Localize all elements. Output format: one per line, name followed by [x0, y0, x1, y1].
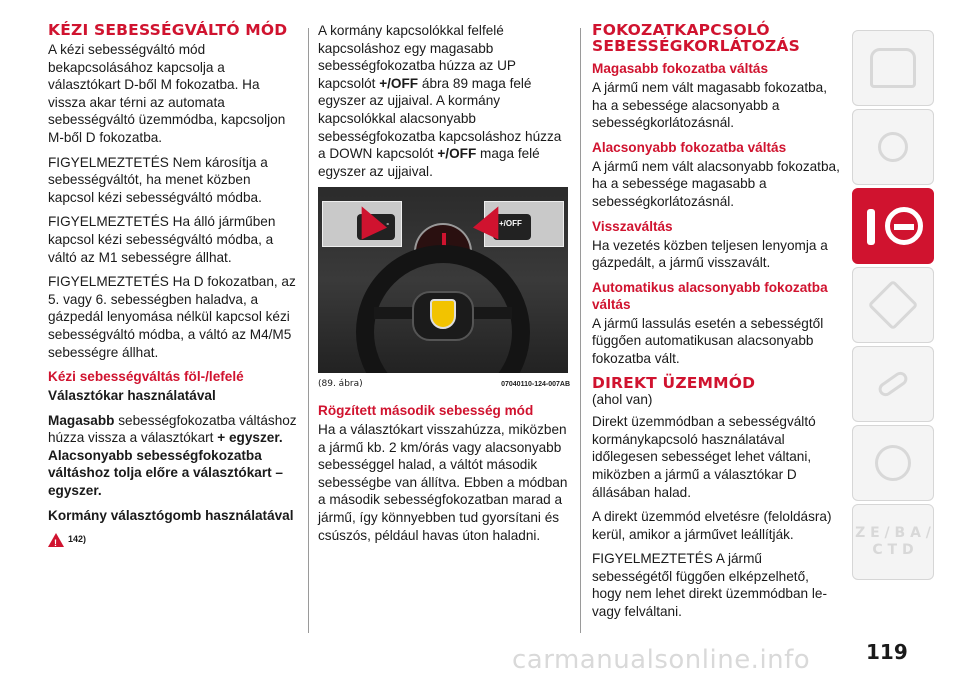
warning-paragraph: FIGYELMEZTETÉS Nem károsítja a sebességváltót, ha menet közben kapcsol kézi sebességváltó módba. — [48, 154, 268, 205]
maintenance-icon — [876, 369, 910, 399]
safety-icon — [868, 280, 919, 331]
switch-label: +/OFF — [379, 75, 419, 91]
warning-number: 142) — [68, 534, 87, 545]
tab-starting-driving[interactable] — [852, 188, 934, 264]
tab-multimedia[interactable] — [852, 425, 934, 501]
column-divider — [580, 28, 581, 633]
paddle-label: +/OFF — [499, 218, 522, 228]
figure-caption — [318, 376, 570, 394]
column-middle — [318, 22, 570, 551]
steering-wheel-icon — [885, 207, 923, 245]
column-right — [592, 22, 840, 628]
column-divider — [308, 28, 309, 633]
subheading: Alacsonyabb fokozatba váltás — [592, 139, 787, 155]
text: sebességfokozatba váltáshoz húzza vissza a választókart — [48, 412, 297, 446]
paragraph-steering-shift — [318, 22, 570, 180]
key-icon — [867, 209, 875, 245]
warning-triangle-icon — [48, 533, 64, 547]
paragraph: Direkt üzemmódban a sebességváltó kormánykapcsoló használatával időlegesen sebességet lehet váltani, miközben a jármű a választókar D állásában halad. — [592, 414, 816, 500]
text: ábra 89 maga felé egyszer az ujjaival. A kormány kapcsolókkal alacsonyabb sebességfokozatba kapcsoláshoz húzza a DOWN kapcsolót — [318, 75, 562, 162]
index-letters-icon: Z E / B A / C T D — [855, 525, 931, 558]
warning-lights-icon — [878, 132, 908, 162]
figure-code: 07040110-124-007AB — [501, 381, 570, 389]
subheading: Automatikus alacsonyabb fokozatba váltás — [592, 279, 828, 312]
warning-paragraph: FIGYELMEZTETÉS Ha D fokozatban, az 5. vagy 6. sebességben haladva, a gázpedál lenyomása nélkül kapcsol kézi sebességváltó módba, a váltó az M4/M5 sebességre állhat. — [48, 274, 296, 360]
paragraph: A jármű nem vált magasabb fokozatba, ha a sebessége alacsonyabb a sebességkorlátozásnál. — [592, 80, 827, 131]
subheading: Visszaváltás — [592, 218, 673, 234]
section-title-manual-mode: KÉZI SEBESSÉGVÁLTÓ MÓD — [48, 21, 288, 39]
tab-safety[interactable] — [852, 267, 934, 343]
paragraph: A jármű lassulás esetén a sebességtől függően automatikusan alacsonyabb fokozatba vált. — [592, 315, 824, 366]
section-note: (ahol van) — [592, 391, 653, 407]
abarth-logo-icon — [430, 299, 456, 329]
paragraph: Ha a választókart visszahúzza, miközben a jármű kb. 2 km/órás vagy alacsonyabb sebességgel halad, a váltót második sebességbe van állítva. Ebben a módban a második sebességfokozatban marad a jármű, így könnyebben tud gyorsítani és csúszós, például havas úton haladni. — [318, 421, 568, 543]
subheading-shift-up-down: Kézi sebességváltás föl-/lefelé — [48, 369, 244, 385]
plus-symbol: + — [217, 430, 226, 446]
tab-index[interactable] — [852, 504, 934, 580]
paragraph: Ha vezetés közben teljesen lenyomja a gázpedált, a jármű visszavált. — [592, 237, 828, 271]
text: maga felé egyszer az ujjaival. — [318, 146, 540, 179]
section-title-direct-mode: DIREKT ÜZEMMÓD — [592, 373, 756, 392]
multimedia-icon — [875, 445, 911, 481]
bold-instruction: egyszer. Alacsonyabb sebességfokozatba váltáshoz tolja előre a választókart – egyszer. — [48, 430, 283, 499]
warning-paragraph: FIGYELMEZTETÉS A jármű sebességétől függően elképzelhető, hogy nem lehet direkt üzemmódban le-vagy felváltani. — [592, 551, 827, 620]
warning-reference[interactable] — [48, 531, 300, 549]
subheading-steering-switch: Kormány választógomb használatával — [48, 507, 294, 523]
wheel-spoke — [374, 307, 414, 319]
paragraph: A jármű nem vált alacsonyabb fokozatba, ha a sebessége magasabb a sebességkorlátozásnál. — [592, 158, 840, 209]
page-number: 119 — [866, 640, 908, 664]
figure-title: (89. ábra) — [318, 379, 363, 390]
subheading: Magasabb fokozatba váltás — [592, 61, 769, 76]
subheading-selector-lever: Választókar használatával — [48, 388, 216, 404]
car-dashboard-icon — [870, 48, 916, 88]
paddle-label: - — [386, 218, 389, 228]
watermark: carmanualsonline.info — [512, 645, 811, 675]
text: A kormány kapcsolókkal felfelé kapcsoláshoz egy magasabb sebességfokozatba húzza az UP kapcsolót — [318, 23, 516, 91]
bold-term: Magasabb — [48, 412, 115, 428]
section-title-shift-limit: FOKOZATKAPCSOLÓ SEBESSÉGKORLÁTOZÁS — [592, 21, 800, 55]
switch-label: +/OFF — [437, 146, 477, 162]
column-left — [48, 22, 300, 549]
warning-paragraph: FIGYELMEZTETÉS Ha álló járműben kapcsol kézi sebességváltó módba, a váltó az M1 sebességre állhat. — [48, 214, 276, 265]
paragraph: A direkt üzemmód elvetésre (feloldásra) kerül, amikor a járművet leállítják. — [592, 509, 832, 542]
tab-dashboard[interactable] — [852, 30, 934, 106]
figure-steering-wheel — [318, 187, 568, 373]
wheel-spoke — [472, 307, 512, 319]
tab-maintenance[interactable] — [852, 346, 934, 422]
paragraph-lever-shift — [48, 412, 300, 500]
chapter-tabs — [852, 30, 934, 583]
paragraph: A kézi sebességváltó mód bekapcsolásához kapcsolja a választókart D-ből M fokozatba. Ha vissza akar térni az automata sebességváltó üzemmódba, kapcsoljon M-ből D fokozatba. — [48, 42, 286, 145]
subheading-fixed-second-gear: Rögzített második sebesség mód — [318, 402, 534, 418]
tab-warning-lights[interactable] — [852, 109, 934, 185]
